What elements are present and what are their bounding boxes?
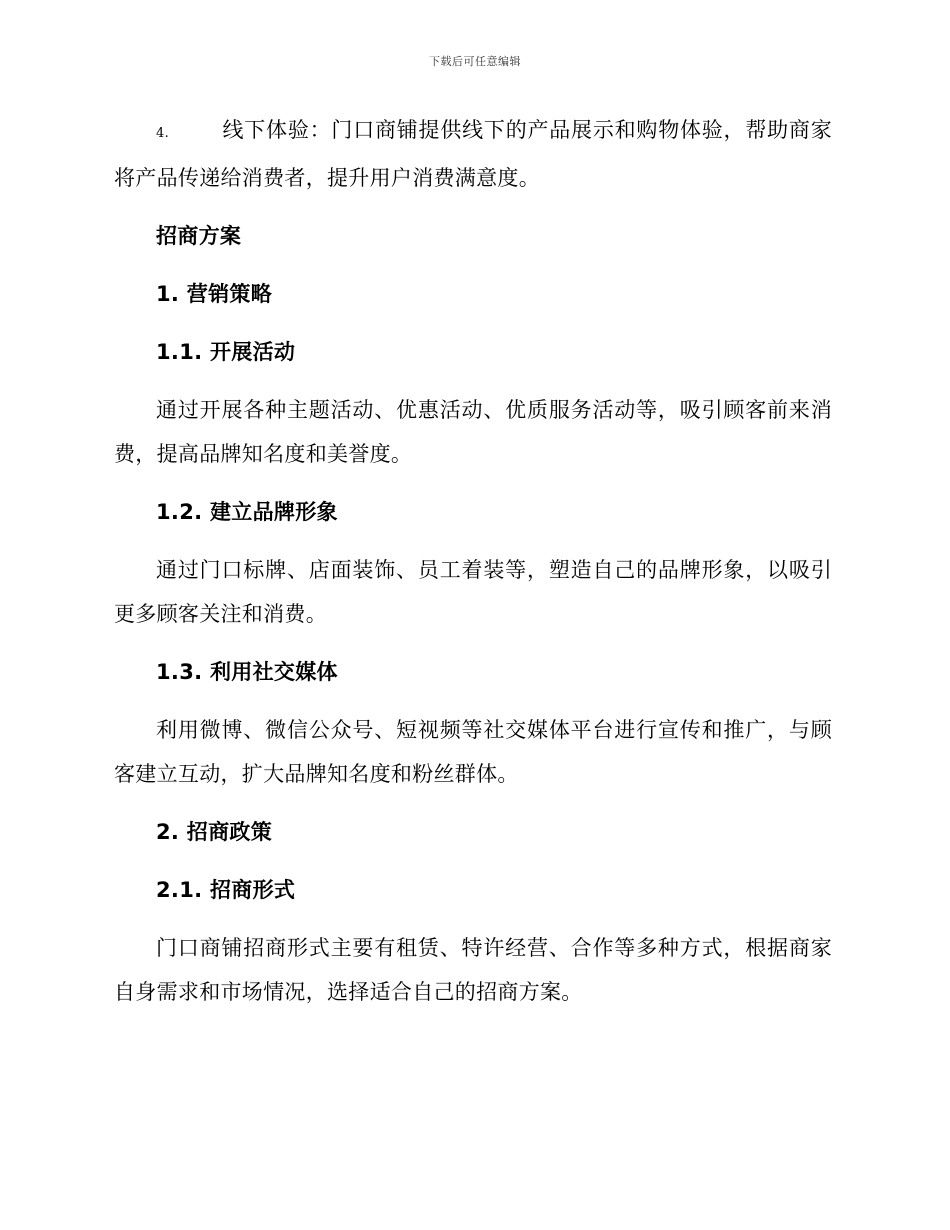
paragraph-activities: 通过开展各种主题活动、优惠活动、优质服务活动等，吸引顾客前来消费，提高品牌知名度和美誉度。 [114, 398, 832, 466]
heading-social-media: 1.3. 利用社交媒体 [156, 660, 338, 684]
list-item-4 [114, 108, 832, 200]
paragraph-brand-image: 通过门口标牌、店面装饰、员工着装等，塑造自己的品牌形象，以吸引更多顾客关注和消费。 [114, 558, 832, 626]
heading-activities: 1.1. 开展活动 [156, 340, 296, 364]
document-body [114, 108, 832, 1028]
heading-marketing-strategy: 1. 营销策略 [156, 282, 272, 306]
list-number: 4. [156, 126, 170, 141]
list-item-text: 线下体验：门口商铺提供线下的产品展示和购物体验，帮助商家将产品传递给消费者，提升用户消费满意度。 [114, 118, 832, 190]
section-title: 招商方案 [156, 224, 242, 248]
heading-brand-image: 1.2. 建立品牌形象 [156, 500, 338, 524]
heading-investment-policy: 2. 招商政策 [156, 820, 272, 844]
page-header: 下载后可任意编辑 [429, 55, 521, 68]
paragraph-social-media: 利用微博、微信公众号、短视频等社交媒体平台进行宣传和推广，与顾客建立互动，扩大品牌知名度和粉丝群体。 [114, 718, 832, 786]
paragraph-investment-form: 门口商铺招商形式主要有租赁、特许经营、合作等多种方式，根据商家自身需求和市场情况，选择适合自己的招商方案。 [114, 936, 832, 1004]
heading-investment-form: 2.1. 招商形式 [156, 878, 296, 902]
